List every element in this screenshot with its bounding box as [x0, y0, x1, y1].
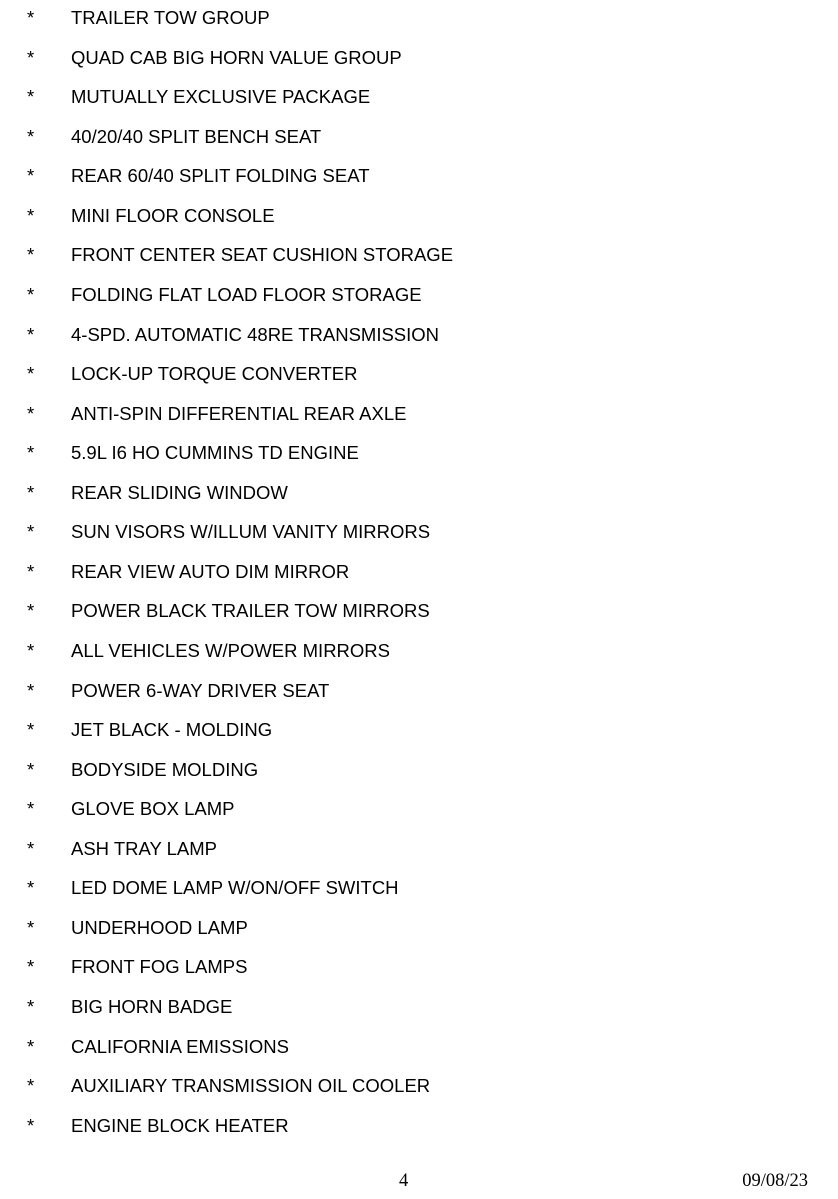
option-text: MINI FLOOR CONSOLE [71, 204, 275, 226]
option-text: FOLDING FLAT LOAD FLOOR STORAGE [71, 283, 422, 305]
list-item [0, 955, 838, 979]
option-text: QUAD CAB BIG HORN VALUE GROUP [71, 46, 402, 68]
option-text: 4-SPD. AUTOMATIC 48RE TRANSMISSION [71, 323, 440, 345]
page-number: 4 [399, 1171, 409, 1191]
list-item [0, 679, 838, 703]
list-item [0, 1114, 838, 1138]
bullet-asterisk: * [27, 402, 35, 424]
bullet-asterisk: * [27, 283, 35, 305]
list-item [0, 362, 838, 386]
bullet-asterisk: * [27, 86, 35, 108]
bullet-asterisk: * [27, 442, 35, 464]
option-text: LED DOME LAMP W/ON/OFF SWITCH [71, 877, 399, 899]
bullet-asterisk: * [27, 600, 35, 622]
option-text: MUTUALLY EXCLUSIVE PACKAGE [71, 86, 371, 108]
list-item [0, 125, 838, 149]
bullet-asterisk: * [27, 244, 35, 266]
list-item [0, 6, 838, 30]
option-text: 40/20/40 SPLIT BENCH SEAT [71, 125, 322, 147]
bullet-asterisk: * [27, 719, 35, 741]
bullet-asterisk: * [27, 758, 35, 780]
list-item [0, 1035, 838, 1059]
list-item [0, 995, 838, 1019]
list-item [0, 402, 838, 426]
option-text: POWER 6-WAY DRIVER SEAT [71, 679, 330, 701]
option-text: REAR VIEW AUTO DIM MIRROR [71, 560, 350, 582]
bullet-asterisk: * [27, 204, 35, 226]
option-text: LOCK-UP TORQUE CONVERTER [71, 363, 358, 384]
list-item [0, 481, 838, 505]
option-text: POWER BLACK TRAILER TOW MIRRORS [71, 600, 430, 622]
list-item [0, 283, 838, 307]
option-text: AUXILIARY TRANSMISSION OIL COOLER [71, 1075, 431, 1097]
option-text: 5.9L I6 HO CUMMINS TD ENGINE [71, 442, 359, 464]
option-text: ALL VEHICLES W/POWER MIRRORS [71, 640, 391, 661]
bullet-asterisk: * [27, 521, 35, 543]
list-item [0, 718, 838, 742]
list-item [0, 204, 838, 228]
list-item [0, 520, 838, 544]
option-text: CALIFORNIA EMISSIONS [71, 1035, 289, 1057]
list-item [0, 599, 838, 623]
bullet-asterisk: * [27, 679, 35, 701]
option-text: REAR SLIDING WINDOW [71, 481, 288, 503]
list-item [0, 837, 838, 861]
list-item [0, 85, 838, 109]
option-text: FRONT FOG LAMPS [71, 956, 248, 978]
bullet-asterisk: * [27, 640, 35, 661]
option-text: ENGINE BLOCK HEATER [71, 1114, 289, 1136]
bullet-asterisk: * [27, 46, 35, 68]
option-text: GLOVE BOX LAMP [71, 798, 235, 820]
bullet-asterisk: * [27, 1114, 35, 1136]
bullet-asterisk: * [27, 877, 35, 899]
list-item [0, 1074, 838, 1098]
option-text: BODYSIDE MOLDING [71, 758, 259, 780]
list-item [0, 560, 838, 584]
bullet-asterisk: * [27, 996, 35, 1017]
list-item [0, 441, 838, 465]
option-text: BIG HORN BADGE [71, 996, 233, 1017]
page-footer [0, 1168, 838, 1194]
list-item [0, 797, 838, 821]
list-item [0, 46, 838, 70]
bullet-asterisk: * [27, 481, 35, 503]
list-item [0, 164, 838, 188]
bullet-asterisk: * [27, 1075, 35, 1097]
bullet-asterisk: * [27, 125, 35, 147]
bullet-asterisk: * [27, 1035, 35, 1057]
bullet-asterisk: * [27, 560, 35, 582]
option-text: FRONT CENTER SEAT CUSHION STORAGE [71, 244, 454, 266]
list-item [0, 323, 838, 347]
print-date: 09/08/23 [742, 1171, 808, 1191]
list-item [0, 876, 838, 900]
list-item [0, 758, 838, 782]
option-text: ANTI-SPIN DIFFERENTIAL REAR AXLE [71, 402, 407, 424]
option-text: TRAILER TOW GROUP [71, 7, 270, 28]
list-item [0, 916, 838, 940]
bullet-asterisk: * [27, 363, 35, 384]
option-text: REAR 60/40 SPLIT FOLDING SEAT [71, 165, 370, 187]
bullet-asterisk: * [27, 837, 35, 859]
list-item [0, 243, 838, 267]
bullet-asterisk: * [27, 7, 35, 28]
bullet-asterisk: * [27, 165, 35, 187]
bullet-asterisk: * [27, 916, 35, 938]
option-text: UNDERHOOD LAMP [71, 916, 248, 938]
bullet-asterisk: * [27, 956, 35, 978]
option-text: ASH TRAY LAMP [71, 837, 217, 859]
list-item [0, 639, 838, 663]
bullet-asterisk: * [27, 798, 35, 820]
bullet-asterisk: * [27, 323, 35, 345]
option-text: SUN VISORS W/ILLUM VANITY MIRRORS [71, 521, 431, 543]
option-text: JET BLACK - MOLDING [71, 719, 273, 741]
